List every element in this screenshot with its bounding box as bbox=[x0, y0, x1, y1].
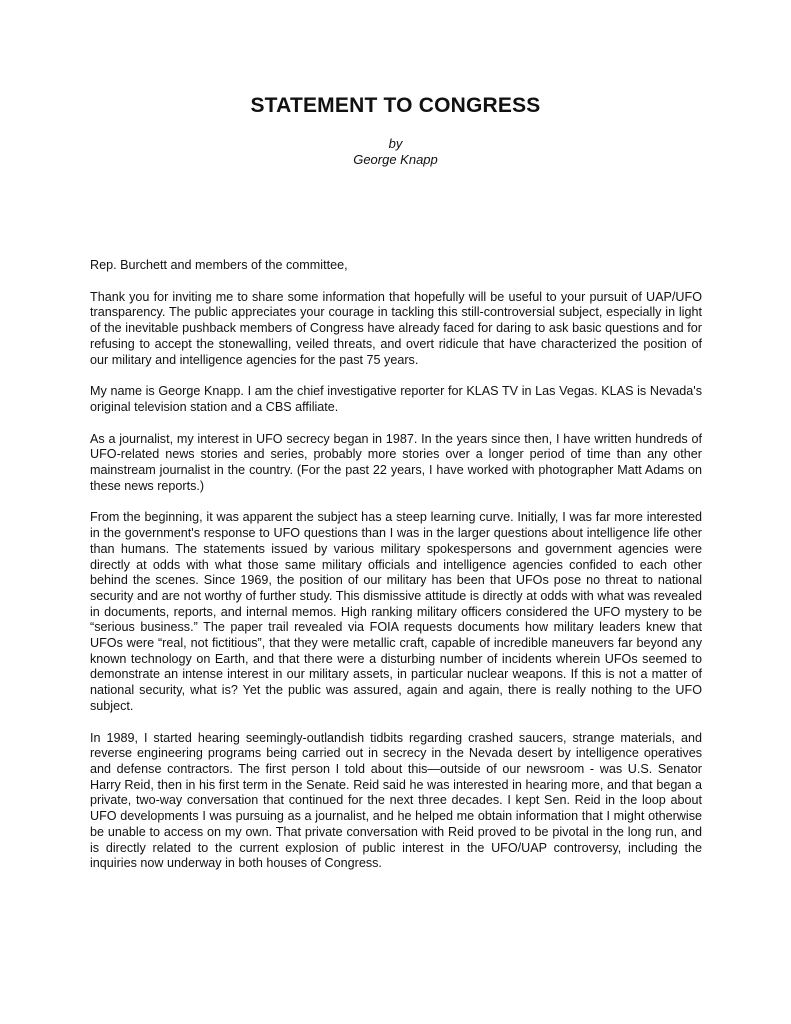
paragraph-5: In 1989, I started hearing seemingly-outlandish tidbits regarding crashed saucers, strange materials, and reverse engineering programs being carried out in secrecy in the Nevada desert by intelligence operatives and defense contractors. The first person I told about this—outside of our newsroom - was U.S. Senator Harry Reid, then in his first term in the Senate. Reid said he was interested in hearing more, and that began a private, two-way conversation that continued for the next three decades. I kept Sen. Reid in the loop about UFO developments I was pursuing as a journalist, and he helped me obtain information that I might otherwise be unable to access on my own. That private conversation with Reid proved to be pivotal in the long run, and is directly related to the current explosion of public interest in the UFO/UAP controversy, including the inquiries now underway in both houses of Congress. bbox=[90, 730, 702, 871]
paragraph-4: From the beginning, it was apparent the subject has a steep learning curve. Initially, I was far more interested in the government's response to UFO questions than I was in the larger questions about intelligence life other than humans. The statements issued by various military spokespersons and government agencies were directly at odds with what those same military officials and intelligence agencies confided to each other behind the scenes. Since 1969, the position of our military has been that UFOs pose no threat to national security and are not worthy of further study. This dismissive attitude is directly at odds with what was revealed in documents, reports, and internal memos. High ranking military officers considered the UFO mystery to be “serious business.” The paper trail revealed via FOIA requests documents how military leaders knew that UFOs were “real, not fictitious”, that they were metallic craft, capable of incredible maneuvers far beyond any known technology on Earth, and that there were a disturbing number of incidents wherein UFOs seemed to demonstrate an intense interest in our military assets, in particular nuclear weapons. If this is not a matter of national security, what is? Yet the public was assured, again and again, there is really nothing to the UFO subject. bbox=[90, 510, 702, 713]
byline-by: by bbox=[388, 136, 403, 151]
document-title: STATEMENT TO CONGRESS bbox=[250, 94, 541, 117]
paragraph-1: Thank you for inviting me to share some information that hopefully will be useful to your pursuit of UAP/UFO transparency. The public appreciates your courage in tackling this still-controversial subject, especially in light of the inevitable pushback members of Congress have already faced for daring to ask basic questions and for refusing to accept the stonewalling, veiled threats, and overt ridicule that have characterized the position of our military and intelligence agencies for the past 75 years. bbox=[90, 289, 702, 367]
byline-author: George Knapp bbox=[353, 152, 438, 167]
paragraph-2: My name is George Knapp. I am the chief investigative reporter for KLAS TV in Las Vegas. KLAS is Nevada's original television station and a CBS affiliate. bbox=[90, 384, 702, 414]
salutation: Rep. Burchett and members of the committee, bbox=[90, 258, 348, 272]
document-body bbox=[90, 258, 702, 888]
paragraph-3: As a journalist, my interest in UFO secrecy began in 1987. In the years since then, I have written hundreds of UFO-related news stories and series, probably more stories over a longer period of time than any other mainstream journalist in the country. (For the past 22 years, I have worked with photographer Matt Adams on these news reports.) bbox=[90, 431, 702, 493]
